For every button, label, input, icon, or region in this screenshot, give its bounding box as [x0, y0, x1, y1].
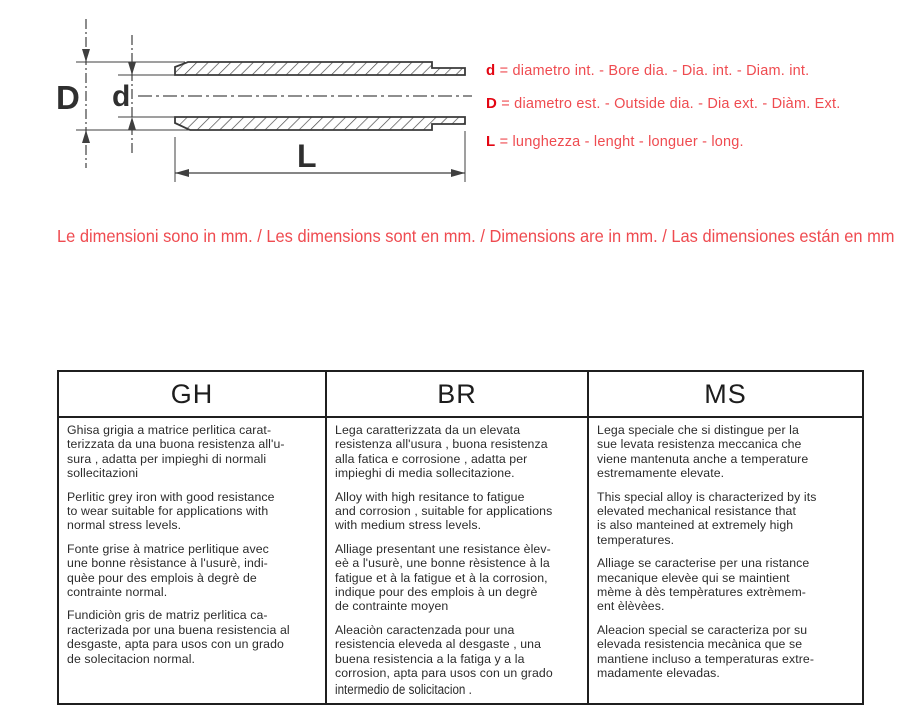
gh-paragraph-english: Perlitic grey iron with good resistance to wear suitable for applications with normal stress levels.: [67, 489, 275, 533]
gh-paragraph-french: Fonte grise à matrice perlitique avec une bonne rèsistance à l'usurè, indi- quèe pour des emplois à degrè de contrainte normal.: [67, 541, 269, 600]
dimension-L: [175, 131, 465, 182]
br-paragraph-spanish: Aleaciòn caractenzada pour una resistencia eleveda al desgaste , una buena resistencia a la fatiga y a la corrosion, apta para usos con un grado: [335, 622, 553, 681]
arrow-L-left: [175, 169, 189, 177]
technical-drawing: [50, 5, 480, 210]
table-body-row: [58, 417, 863, 704]
legend-text-d: = diametro int. - Bore dia. - Dia. int. - Diam. int.: [499, 63, 810, 79]
legend-symbol-d: d: [486, 62, 496, 79]
bushing-bottom-wall: [175, 117, 465, 130]
column-header-gh: GH: [58, 371, 326, 417]
arrow-d-top: [128, 62, 136, 75]
arrow-D-top: [82, 49, 90, 62]
ms-paragraph-spanish: Aleacion special se caracteriza por su elevada resistencia mecànica que se mantiene incluso a temperaturas extre- madamente elevadas.: [597, 622, 815, 681]
dimension-label-length: L: [297, 138, 317, 174]
br-paragraph-french: Alliage presentant une resistance èlev- eè a l'usurè, une bonne rèsistence à la fatigue et à la fatigue et à la corrosion, indique pour des emplois à un degrè de contrainte moyen: [335, 541, 551, 614]
cell-gh-description: [58, 417, 326, 704]
materials-table: [57, 370, 864, 705]
dimension-label-outer: D: [56, 79, 80, 116]
ms-paragraph-italian: Lega speciale che si distingue per la sue levata resistenza meccanica che viene mantenuta anche a temperature estremamente elevate.: [597, 423, 809, 481]
br-paragraph-spanish-lastline: intermedio de solicitacion .: [335, 681, 472, 697]
arrow-L-right: [451, 169, 465, 177]
legend-row-length: [486, 133, 744, 150]
legend-symbol-D: D: [486, 95, 498, 112]
gh-paragraph-spanish: Fundiciòn gris de matriz perlitica ca- racterizada por una buena resistencia al desgaste, apta para usos con un grado de solecitacion normal.: [67, 608, 290, 666]
cell-br-description: [326, 417, 588, 704]
bushing-top-wall: [175, 62, 465, 75]
column-header-br: BR: [326, 371, 588, 417]
br-paragraph-italian: Lega caratterizzata da un elevata resistenza all'usura , buona resistenza alla fatica e corrosione , adatta per impieghi di media sollecitazione.: [335, 423, 548, 481]
arrow-D-bottom: [82, 130, 90, 143]
legend-row-outer: [486, 95, 840, 112]
dimension-label-bore: d: [112, 80, 131, 113]
cell-ms-description: [588, 417, 863, 704]
gh-paragraph-italian: Ghisa grigia a matrice perlitica carat- terizzata da una buona resistenza all'u- sura , adatta per impieghi di normali sollecitazioni: [67, 423, 285, 481]
ms-paragraph-english: This special alloy is characterized by its elevated mechanical resistance that is also manteined at extremely high temperatures.: [597, 489, 817, 547]
table-header-row: [58, 371, 863, 417]
column-header-ms: MS: [588, 371, 863, 417]
legend-symbol-L: L: [486, 133, 496, 150]
dimension-D: [76, 19, 190, 168]
units-note: Le dimensioni sono in mm. / Les dimensions sont en mm. / Dimensions are in mm. / Las dimensiones están en mm: [57, 226, 895, 246]
legend-text-L: = lunghezza - lenght - longuer - long.: [499, 134, 744, 150]
br-paragraph-english: Alloy with high resitance to fatigue and corrosion , suitable for applications with medium stress levels.: [335, 489, 553, 533]
ms-paragraph-french: Alliage se caracterise per una ristance mecanique elevèe qui se maintient mème à dès tempèratures extrèmem- ent èlèvèes.: [597, 556, 810, 614]
legend-row-bore: [486, 62, 809, 79]
legend-text-D: = diametro est. - Outside dia. - Dia ext. - Diàm. Ext.: [501, 96, 841, 112]
arrow-d-bottom: [128, 117, 136, 130]
